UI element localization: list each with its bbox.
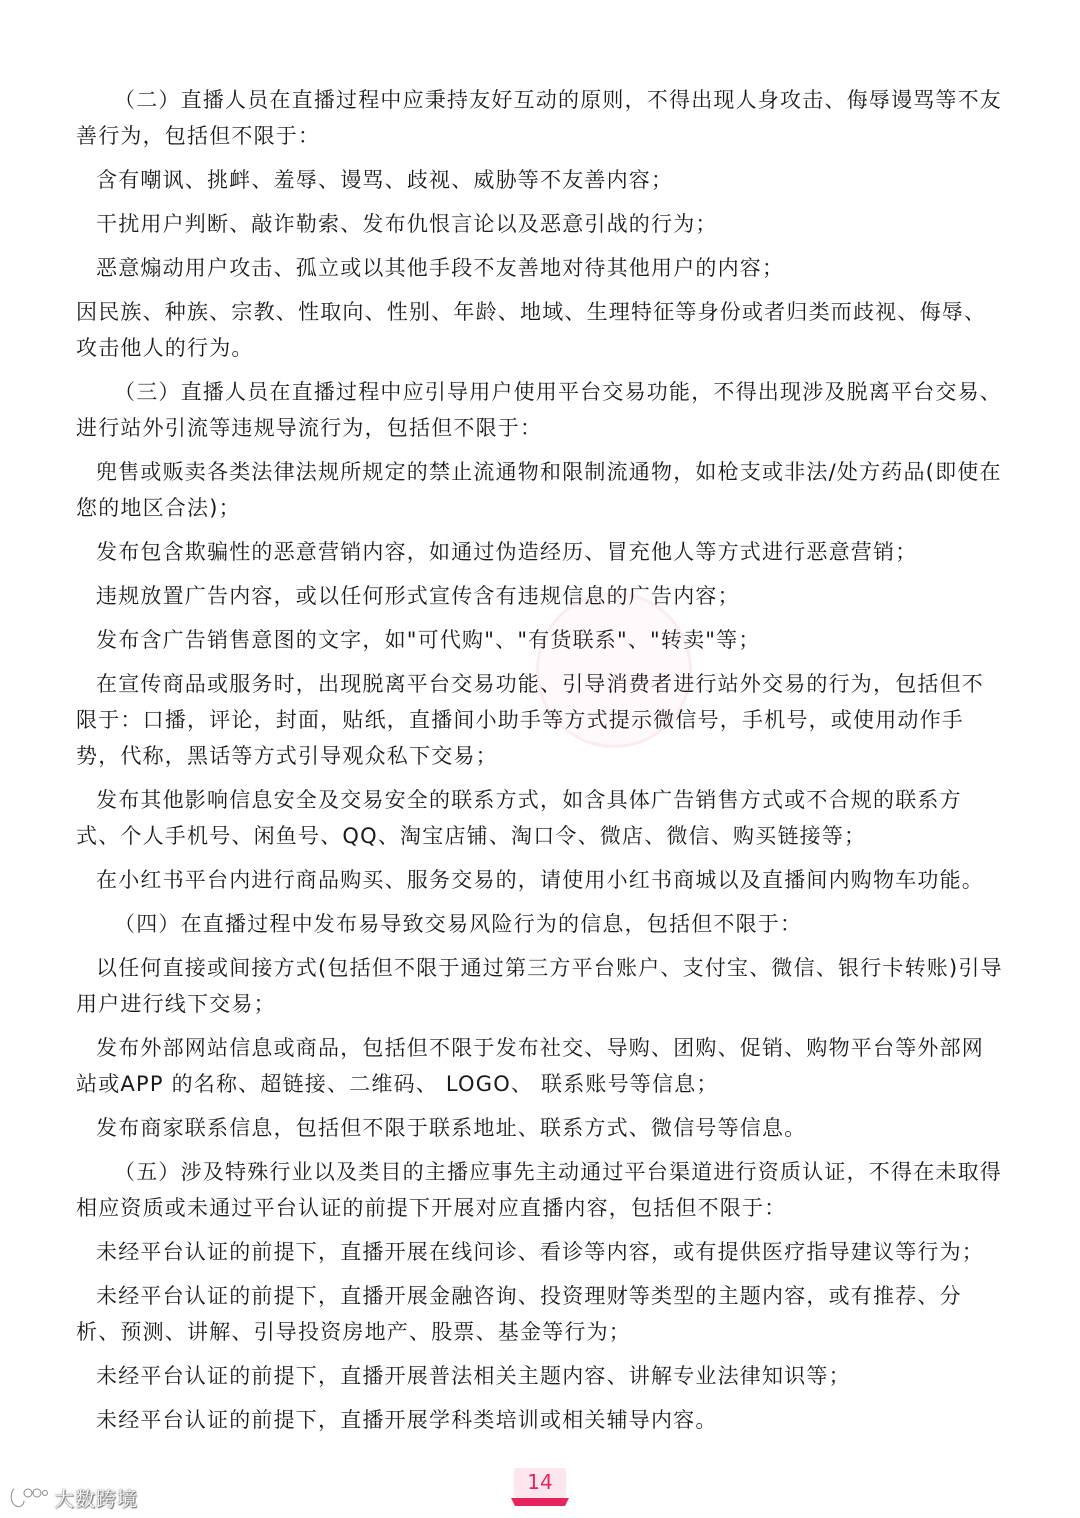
list-item: 兜售或贩卖各类法律法规所规定的禁止流通物和限制流通物，如枪支或非法/处方药品(即使在您的地区合法)；	[76, 460, 1002, 520]
brand-name: 大数跨境	[54, 1486, 138, 1511]
list-item: 在小红书平台内进行商品购买、服务交易的，请使用小红书商城以及直播间内购物车功能。	[96, 868, 984, 892]
section-two-heading: （二）直播人员在直播过程中应秉持友好互动的原则，不得出现人身攻击、侮辱谩骂等不友善行为，包括但不限于：	[76, 88, 1002, 148]
list-item: 在宣传商品或服务时，出现脱离平台交易功能、引导消费者进行站外交易的行为，包括但不限于：口播，评论，封面，贴纸，直播间小助手等方式提示微信号，手机号，或使用动作手势，代称，黑话等方式引导观众私下交易；	[76, 672, 984, 768]
brand-watermark	[8, 1482, 138, 1512]
document-body	[76, 82, 1006, 1446]
list-item: 干扰用户判断、敲诈勒索、发布仇恨言论以及恶意引战的行为；	[96, 212, 718, 236]
list-item: 因民族、种族、宗教、性取向、性别、年龄、地域、生理特征等身份或者归类而歧视、侮辱、攻击他人的行为。	[76, 300, 987, 360]
brand-logo-icon	[8, 1483, 48, 1511]
watermark-seal	[536, 592, 692, 748]
list-item: 违规放置广告内容，或以任何形式宣传含有违规信息的广告内容；	[96, 584, 740, 608]
list-item: 未经平台认证的前提下，直播开展金融咨询、投资理财等类型的主题内容，或有推荐、分析、预测、讲解、引导投资房地产、股票、基金等行为；	[76, 1284, 962, 1344]
list-item: 含有嘲讽、挑衅、羞辱、谩骂、歧视、威胁等不友善内容；	[96, 168, 674, 192]
list-item: 发布其他影响信息安全及交易安全的联系方式，如含具体广告销售方式或不合规的联系方式、个人手机号、闲鱼号、QQ、淘宝店铺、淘口令、微店、微信、购买链接等；	[76, 788, 962, 848]
list-item: 发布商家联系信息，包括但不限于联系地址、联系方式、微信号等信息。	[96, 1116, 807, 1140]
page-number: 14	[527, 1470, 553, 1494]
list-item: 恶意煽动用户攻击、孤立或以其他手段不友善地对待其他用户的内容；	[96, 256, 785, 280]
list-item: 发布外部网站信息或商品，包括但不限于发布社交、导购、团购、促销、购物平台等外部网站或APP 的名称、超链接、二维码、 LOGO、 联系账号等信息；	[76, 1036, 984, 1096]
section-five-heading: （五）涉及特殊行业以及类目的主播应事先主动通过平台渠道进行资质认证，不得在未取得相应资质或未通过平台认证的前提下开展对应直播内容，包括但不限于：	[76, 1160, 1002, 1220]
list-item: 以任何直接或间接方式(包括但不限于通过第三方平台账户、支付宝、微信、银行卡转账)引导用户进行线下交易；	[76, 956, 1003, 1016]
list-item: 未经平台认证的前提下，直播开展普法相关主题内容、讲解专业法律知识等；	[96, 1364, 851, 1388]
section-three-heading: （三）直播人员在直播过程中应引导用户使用平台交易功能，不得出现涉及脱离平台交易、进行站外引流等违规导流行为，包括但不限于：	[76, 380, 1002, 440]
list-item: 发布含广告销售意图的文字，如"可代购"、"有货联系"、"转卖"等；	[96, 628, 761, 652]
list-item: 未经平台认证的前提下，直播开展学科类培训或相关辅导内容。	[96, 1408, 718, 1432]
list-item: 发布包含欺骗性的恶意营销内容，如通过伪造经历、冒充他人等方式进行恶意营销；	[96, 540, 918, 564]
list-item: 未经平台认证的前提下，直播开展在线问诊、看诊等内容，或有提供医疗指导建议等行为；	[96, 1240, 984, 1264]
page-number-badge	[511, 1466, 569, 1506]
section-four-heading: （四）在直播过程中发布易导致交易风险行为的信息，包括但不限于：	[114, 912, 803, 936]
